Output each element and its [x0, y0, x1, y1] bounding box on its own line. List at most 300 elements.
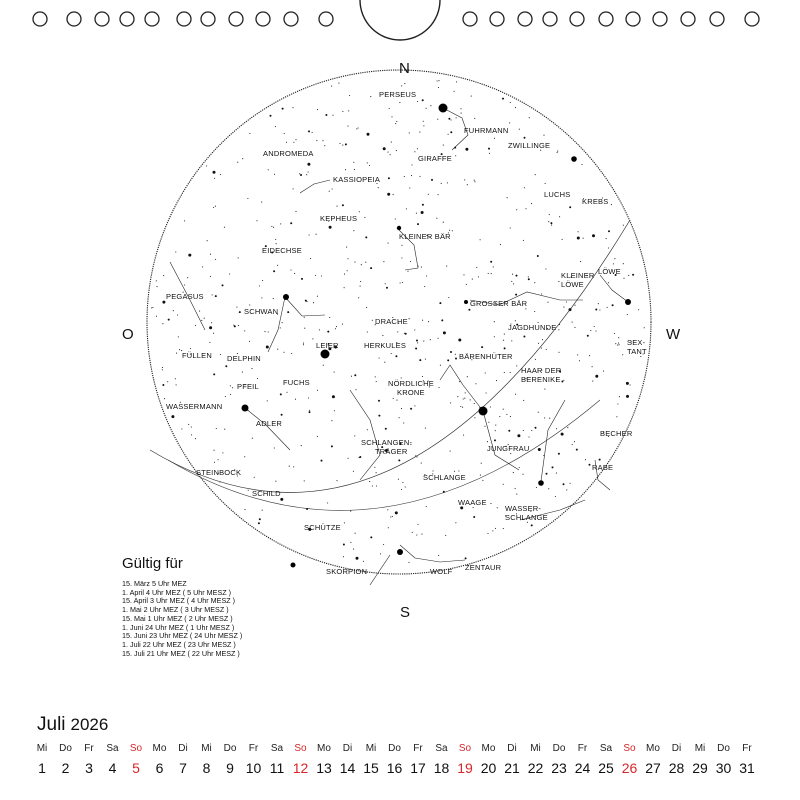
star-dot: [423, 341, 424, 342]
star-dot: [523, 336, 525, 338]
star-dot: [622, 354, 623, 355]
constellation-label-luchs: LUCHS: [544, 190, 571, 199]
star-dot: [378, 415, 380, 417]
star-dot: [251, 368, 252, 369]
star-dot: [262, 510, 263, 511]
star-dot: [550, 222, 552, 224]
star-dot: [388, 527, 389, 528]
validity-line: 15. April 3 Uhr MEZ ( 4 Uhr MESZ ): [122, 596, 236, 606]
star-dot: [538, 343, 539, 344]
star-dot: [347, 258, 348, 259]
star-dot: [488, 148, 490, 150]
star-dot: [353, 549, 354, 550]
star-dot: [271, 226, 272, 227]
star-dot: [218, 459, 219, 460]
star-dot: [579, 360, 580, 361]
star-dot: [220, 354, 221, 355]
star-dot: [558, 329, 559, 330]
star-dot: [222, 284, 224, 286]
star-dot: [398, 459, 400, 461]
star-dot: [395, 123, 396, 124]
star-dot: [309, 411, 311, 413]
star-dot: [336, 206, 337, 207]
star-dot: [292, 107, 293, 108]
star-dot: [438, 387, 439, 388]
star-dot: [537, 255, 539, 257]
calendar-day-number: 4: [108, 760, 117, 776]
direction-east-label: O: [122, 326, 134, 343]
star-dot: [472, 279, 473, 280]
star-dot: [415, 455, 416, 456]
constellation-label-kleiner-loewe-2: LÖWE: [561, 280, 584, 289]
star-dot: [257, 378, 258, 379]
star-dot: [383, 544, 384, 545]
star-dot: [577, 237, 580, 240]
star-dot: [401, 257, 402, 258]
star-dot: [523, 400, 524, 401]
star-dot: [303, 344, 304, 345]
star-dot: [463, 274, 464, 275]
star-dot: [612, 304, 614, 306]
star-dot: [595, 330, 596, 331]
star-dot: [566, 489, 567, 490]
star-dot: [207, 240, 208, 241]
star-dot: [516, 494, 517, 495]
star-dot: [614, 333, 615, 334]
star-dot: [623, 225, 624, 226]
constellation-label-drache: DRACHE: [375, 317, 408, 326]
validity-title: Gültig für: [122, 555, 183, 572]
calendar-weekday: Mi: [694, 743, 706, 754]
calendar-weekday: Di: [342, 743, 353, 754]
star-dot: [242, 158, 243, 159]
star-dot: [380, 553, 381, 554]
star-dot: [342, 145, 343, 146]
star-dot: [335, 328, 336, 329]
star-dot: [295, 399, 296, 400]
star-dot: [282, 322, 283, 323]
constellation-label-kepheus: KEPHEUS: [320, 214, 358, 223]
star-dot: [238, 257, 239, 258]
constellation-label-jungfrau: JUNGFRAU: [487, 444, 530, 453]
star-dot: [462, 407, 463, 408]
star-dot: [346, 247, 347, 248]
star-dot: [237, 162, 238, 163]
star-dot: [351, 376, 352, 377]
star-dot: [455, 522, 456, 523]
star-dot: [215, 295, 217, 297]
star-dot: [511, 281, 512, 282]
star-dot: [162, 301, 165, 304]
star-dot: [559, 216, 560, 217]
star-dot: [626, 382, 629, 385]
star-dot: [408, 562, 409, 563]
star-dot: [485, 372, 486, 373]
constellation-label-fuhrmann: FUHRMANN: [464, 126, 509, 135]
star-dot: [589, 464, 591, 466]
star-dot: [325, 114, 327, 116]
star-dot: [268, 331, 269, 332]
star-dot: [367, 133, 370, 136]
star-dot: [559, 324, 560, 325]
star-dot: [249, 341, 250, 342]
calendar-day-number: 24: [574, 760, 591, 776]
star-dot: [467, 376, 468, 377]
star-dot: [397, 331, 398, 332]
star-dot: [162, 369, 163, 370]
star-dot: [432, 470, 433, 471]
star-dot: [343, 544, 345, 546]
constellation-label-schwan: SCHWAN: [244, 307, 279, 316]
star-dot: [277, 349, 278, 350]
star-dot: [525, 308, 526, 309]
star-dot: [275, 126, 276, 127]
constellation-label-schuetze: SCHÜTZE: [304, 523, 341, 532]
star-dot: [422, 204, 424, 206]
star-dot: [316, 234, 317, 235]
star-dot: [504, 372, 505, 373]
star-dot: [515, 394, 516, 395]
constellation-label-herkules: HERKULES: [364, 341, 407, 350]
star-dot: [342, 324, 343, 325]
constellation-label-fuchs: FUCHS: [283, 378, 310, 387]
star-dot: [430, 339, 431, 340]
star-dot: [630, 384, 631, 385]
star-dot: [614, 258, 615, 259]
star-dot: [178, 336, 179, 337]
constellation-label-jagdhunde: JAGDHUNDE: [508, 323, 557, 332]
calendar-day-number: 14: [339, 760, 356, 776]
star-dot: [382, 335, 383, 336]
star-dot: [181, 428, 182, 429]
star-dot: [345, 169, 346, 170]
star-dot: [391, 142, 392, 143]
star-dot: [244, 509, 245, 510]
star-dot: [557, 151, 558, 152]
constellation-label-rabe: RABE: [592, 463, 614, 472]
star-dot: [443, 222, 444, 223]
star-dot: [213, 450, 214, 451]
star-dot: [446, 266, 447, 267]
star-dot: [401, 408, 402, 409]
star-dot: [644, 327, 645, 328]
constellation-label-haar-der-berenike: HAAR DER: [521, 366, 562, 375]
star-dot: [424, 286, 425, 287]
star-dot: [416, 534, 417, 535]
star-dot: [210, 276, 211, 277]
constellation-label-sextant-2: TANT: [627, 347, 647, 356]
star-dot: [353, 162, 354, 163]
calendar-weekday: Di: [671, 743, 682, 754]
star-dot: [506, 414, 507, 415]
calendar-weekday: Mi: [530, 743, 541, 754]
star-dot: [184, 284, 185, 285]
calendar-weekday: Fr: [742, 743, 752, 754]
star-dot: [187, 277, 188, 278]
star-dot: [310, 258, 311, 259]
star-dot: [490, 261, 492, 263]
star-dot: [528, 278, 530, 280]
star-dot: [232, 387, 233, 388]
star-dot: [268, 169, 269, 170]
star-dot: [417, 456, 418, 457]
star-dot: [419, 132, 420, 133]
star-dot: [370, 267, 372, 269]
star-dot: [592, 234, 595, 237]
star-dot: [248, 490, 249, 491]
calendar-day-number: 5: [132, 760, 140, 776]
star-dot: [417, 524, 418, 525]
star-dot: [184, 220, 185, 221]
star-dot: [374, 467, 375, 468]
calendar-day-number: 28: [668, 760, 685, 776]
star-dot: [627, 314, 628, 315]
calendar-weekday: Do: [552, 743, 566, 754]
star-dot: [494, 439, 496, 441]
star-dot: [451, 119, 452, 120]
star-dot: [443, 491, 445, 493]
star-dot: [327, 502, 328, 503]
star-dot: [344, 287, 345, 288]
star-dot: [471, 96, 472, 97]
star-dot: [450, 451, 451, 452]
star-dot: [347, 126, 348, 127]
calendar-weekday: Do: [717, 743, 730, 754]
star-dot: [404, 333, 405, 334]
star-dot: [421, 463, 422, 464]
star-dot: [595, 375, 598, 378]
star-dot: [494, 138, 495, 139]
star-dot: [580, 261, 581, 262]
star-dot: [490, 406, 491, 407]
star-dot: [417, 101, 418, 102]
star-dot: [547, 302, 548, 303]
star-dot: [519, 467, 520, 468]
star-dot: [176, 384, 177, 385]
calendar-day-number: 26: [621, 760, 638, 776]
star-dot: [386, 287, 388, 289]
star-dot: [541, 293, 542, 294]
star-dot: [280, 327, 281, 328]
star-dot: [417, 148, 418, 149]
star-dot: [478, 276, 479, 277]
constellation-label-adler: ADLER: [256, 419, 283, 428]
star-dot: [603, 371, 604, 372]
star-dot: [515, 107, 516, 108]
month-name: Juli: [37, 714, 66, 735]
star-dot: [276, 243, 277, 244]
star-dot: [608, 230, 610, 232]
star-dot: [404, 176, 405, 177]
star-dot: [421, 211, 424, 214]
star-dot: [577, 354, 578, 355]
star-dot: [548, 221, 549, 222]
star-dot: [495, 425, 496, 426]
star-dot: [544, 389, 545, 390]
star-dot: [531, 524, 533, 526]
star-dot: [317, 109, 318, 110]
star-dot: [303, 343, 304, 344]
star-dot: [454, 91, 455, 92]
calendar-weekday: Sa: [270, 743, 284, 754]
star-dot: [585, 459, 586, 460]
star-dot: [592, 381, 593, 382]
star-dot: [312, 132, 313, 133]
star-dot: [190, 348, 191, 349]
star-dot: [515, 294, 517, 296]
star-dot: [511, 340, 512, 341]
constellation-label-haar-der-berenike-2: BERENIKE: [521, 375, 561, 384]
star-dot: [545, 183, 546, 184]
star-dot: [367, 162, 368, 163]
star-dot: [611, 204, 612, 205]
constellation-label-sextant: SEX-: [627, 338, 646, 347]
star-dot: [360, 286, 361, 287]
star-dot: [388, 177, 390, 179]
star-dot: [334, 410, 335, 411]
star-dot: [463, 398, 464, 399]
star-dot: [390, 154, 391, 155]
star-dot: [615, 343, 616, 344]
constellation-label-kleiner-loewe: KLEINER: [561, 271, 595, 280]
star-dot: [252, 438, 253, 439]
star-dot: [458, 470, 459, 471]
star-dot: [267, 400, 268, 401]
star-dot: [450, 351, 452, 353]
star-dot: [332, 188, 333, 189]
star-dot: [308, 171, 309, 172]
star-dot: [167, 381, 168, 382]
star-dot: [468, 309, 470, 311]
star-dot: [606, 238, 607, 239]
star-dot: [191, 434, 192, 435]
star-dot: [308, 397, 309, 398]
star-dot: [179, 349, 180, 350]
star-dot: [229, 273, 230, 274]
star-dot: [372, 320, 373, 321]
star-dot: [387, 193, 390, 196]
constellation-label-kleiner-baer: KLEINER BÄR: [399, 232, 451, 241]
star-dot: [441, 183, 442, 184]
constellation-label-pegasus: PEGASUS: [166, 292, 204, 301]
calendar-day-number: 27: [645, 760, 661, 776]
star-dot: [450, 402, 451, 403]
star-dot: [388, 243, 389, 244]
star-dot: [425, 428, 426, 429]
star-dot: [164, 398, 165, 399]
calendar-day-number: 20: [480, 760, 497, 776]
star-dot: [273, 227, 274, 228]
star-dot: [503, 340, 504, 341]
calendar-day-number: 9: [226, 760, 234, 776]
star-dot: [467, 184, 468, 185]
star-dot: [440, 365, 441, 366]
star-dot: [496, 380, 497, 381]
star-dot: [583, 238, 584, 239]
star-dot: [233, 325, 234, 326]
star-dot: [317, 296, 318, 297]
star-dot: [428, 194, 429, 195]
star-dot: [419, 176, 420, 177]
star-dot: [206, 165, 207, 166]
star-dot: [599, 309, 600, 310]
star-dot: [480, 475, 481, 476]
star-dot: [305, 300, 307, 302]
star-dot: [329, 317, 330, 318]
calendar-day-number: 29: [692, 760, 708, 776]
star-dot: [400, 282, 401, 283]
star-dot: [406, 208, 407, 209]
star-dot: [188, 254, 191, 257]
star-dot: [254, 477, 255, 478]
star-dot: [414, 405, 415, 406]
star-dot: [222, 452, 223, 453]
star-dot: [393, 398, 394, 399]
star-dot: [396, 121, 397, 122]
star-dot: [623, 278, 624, 279]
star-dot: [581, 164, 582, 165]
calendar-weekday: Sa: [435, 743, 448, 754]
star-dot: [383, 261, 384, 262]
star-dot: [563, 380, 564, 381]
constellation-label-pfeil: PFEIL: [237, 382, 259, 391]
star-dot: [515, 488, 516, 489]
star-dot: [441, 319, 443, 321]
calendar-day-number: 31: [739, 760, 755, 776]
calendar-weekday: Di: [178, 743, 188, 754]
validity-line: 1. April 4 Uhr MEZ ( 5 Uhr MESZ ): [122, 587, 232, 597]
star-dot: [576, 449, 578, 451]
star-dot: [438, 194, 439, 195]
star-dot: [256, 220, 257, 221]
star-dot: [456, 81, 457, 82]
star-dot: [273, 270, 275, 272]
calendar-day-number: 2: [61, 760, 70, 776]
star-dot: [306, 301, 307, 302]
star-dot: [387, 152, 388, 153]
constellation-label-grosser-baer: GROSSER BÄR: [470, 299, 528, 308]
star-dot: [545, 268, 546, 269]
star-dot: [618, 343, 619, 344]
star-dot: [156, 280, 157, 281]
star-dot: [336, 480, 337, 481]
star-dot: [214, 178, 215, 179]
star-dot: [224, 227, 225, 228]
star-dot: [173, 310, 174, 311]
star-dot: [282, 108, 284, 110]
constellation-label-perseus: PERSEUS: [379, 90, 417, 99]
star-dot: [259, 518, 261, 520]
star-dot: [599, 459, 601, 461]
star-dot: [497, 507, 498, 508]
star-dot: [365, 236, 367, 238]
star-dot: [249, 304, 250, 305]
star-dot: [344, 274, 345, 275]
star-dot: [378, 400, 380, 402]
star-dot: [323, 365, 324, 366]
star-dot: [244, 456, 245, 457]
star-dot: [541, 348, 542, 349]
star-dot: [529, 117, 530, 118]
star-dot: [301, 278, 303, 280]
star-dot: [416, 213, 417, 214]
star-dot: [486, 392, 487, 393]
star-dot: [355, 389, 356, 390]
star-dot: [280, 393, 282, 395]
star-dot: [426, 506, 427, 507]
star-dot: [376, 472, 377, 473]
star-dot: [389, 108, 390, 109]
